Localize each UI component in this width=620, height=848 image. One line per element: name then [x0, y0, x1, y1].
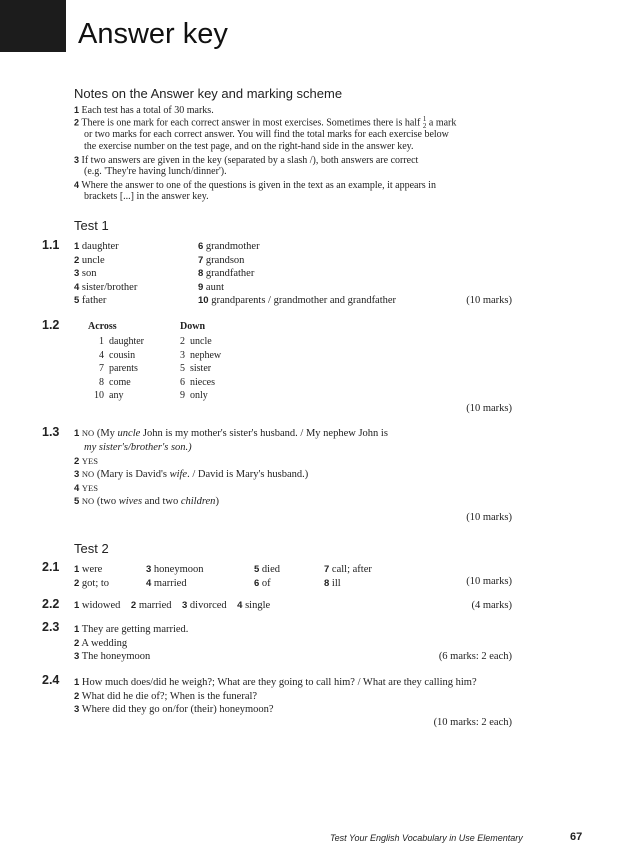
answer-item: 8 ill [324, 577, 341, 589]
section-2-2-marks: (4 marks) [471, 600, 512, 611]
across-heading: Across [88, 321, 117, 332]
crossword-item: 8 come [99, 376, 131, 388]
answer-item: 1 How much does/did he weigh?; What are they going to call him? / What are they calling him? [74, 677, 477, 688]
test-2-heading: Test 2 [74, 541, 109, 556]
section-1-1-left-column [74, 240, 137, 308]
answer-item: 3 Where did they go on/for (their) honeymoon? [74, 704, 274, 715]
answer-item: 7 call; after [324, 564, 372, 575]
down-column [180, 335, 221, 403]
answer-item: 8 grandfather [198, 268, 255, 279]
half-fraction: 1 2 [422, 115, 427, 130]
answer-item: 3 The honeymoon [74, 651, 151, 662]
test-1-heading: Test 1 [74, 218, 109, 233]
note-3-line-2: (e.g. 'They're having lunch/dinner'). [84, 166, 227, 177]
crossword-item: 10 any [94, 390, 124, 401]
section-2-1-marks: (10 marks) [466, 576, 512, 587]
section-2-1-col-2 [146, 563, 204, 590]
across-column [88, 335, 144, 403]
section-1-1-marks: (10 marks) [466, 295, 512, 306]
answer-item: 4 married [146, 577, 187, 589]
note-3-line-1: If two answers are given in the key (separated by a slash /), both answers are correct [81, 155, 419, 166]
section-2-4-marks: (10 marks: 2 each) [433, 717, 512, 728]
answer-item: 2 married [130, 600, 172, 611]
answer-item: 3 son [74, 268, 97, 279]
note-3-number: 3 [74, 155, 80, 165]
answer-item: 4 single [237, 600, 271, 611]
answer-item: 7 grandson [198, 254, 245, 266]
note-2 [74, 116, 456, 130]
answer-item: 1 They are getting married. [74, 624, 189, 635]
section-2-3-marks: (6 marks: 2 each) [438, 651, 512, 662]
answer-item: 1 were [74, 564, 103, 575]
answer-item: 5 father [74, 295, 107, 306]
answer-item: 6 grandmother [198, 241, 260, 252]
corner-block [0, 0, 66, 52]
footer-book-title: Test Your English Vocabulary in Use Elementary [330, 833, 523, 843]
crossword-item: 9 only [180, 390, 208, 401]
note-1-number: 1 [74, 105, 80, 115]
answer-item: 3 divorced [182, 600, 227, 611]
note-4-line-2: brackets [...] in the answer key. [84, 191, 209, 202]
section-2-1-col-4 [324, 563, 372, 590]
answer-item: 4 sister/brother [74, 281, 138, 293]
notes-heading: Notes on the Answer key and marking scheme [74, 86, 343, 101]
page-number: 67 [570, 831, 583, 843]
note-4-number: 4 [74, 180, 80, 190]
crossword-item: 3 nephew [180, 349, 222, 361]
section-1-2-label: 1.2 [42, 318, 60, 332]
note-1-line-1: Each test has a total of 30 marks. [81, 105, 214, 116]
answer-item: 1 daughter [74, 241, 119, 252]
section-1-1-right-column [198, 240, 396, 308]
note-2-line-3: the exercise number on the test page, and on the right-hand side in the answer key. [84, 141, 414, 152]
note-2-line-2: or two marks for each correct answer. You will find the total marks for each exercise below [84, 129, 449, 140]
section-1-3-line-2: 2 YES [74, 456, 98, 467]
section-1-3-line-4: 4 YES [74, 483, 98, 494]
answer-item: 10 grandparents / grandmother and grandfather [198, 295, 397, 306]
down-heading: Down [180, 321, 206, 332]
section-2-1-label: 2.1 [42, 560, 60, 574]
answer-item: 2 got; to [74, 577, 110, 589]
section-2-1-col-3 [254, 563, 280, 590]
section-1-3-line-1-cont: my sister's/brother's son.) [84, 442, 192, 453]
section-1-3-label: 1.3 [42, 425, 60, 439]
note-4-line-1: Where the answer to one of the questions is given in the text as an example, it appears in [81, 180, 436, 191]
section-2-2-label: 2.2 [42, 597, 60, 611]
crossword-item: 7 parents [99, 363, 138, 374]
answer-item: 2 What did he die of?; When is the funeral? [74, 690, 258, 702]
section-1-3-marks: (10 marks) [466, 512, 512, 523]
section-1-3-line-5: 5 NO (two wives and two children) [74, 496, 219, 507]
section-2-3-label: 2.3 [42, 620, 60, 634]
crossword-item: 1 daughter [99, 336, 144, 347]
answer-item: 5 died [254, 564, 280, 575]
answer-item: 2 uncle [74, 254, 105, 266]
crossword-item: 6 nieces [180, 376, 215, 388]
answer-item: 3 honeymoon [146, 564, 204, 575]
crossword-item: 5 sister [180, 363, 212, 374]
section-2-2-answers [74, 600, 270, 611]
page-title: Answer key [78, 18, 228, 50]
section-1-3-line-3: 3 NO (Mary is David's wife. / David is Mary's husband.) [74, 469, 309, 480]
note-2-number: 2 [74, 117, 80, 128]
section-2-4-answers [74, 676, 477, 717]
answer-item: 6 of [254, 577, 271, 589]
answer-item: 9 aunt [198, 281, 224, 293]
answer-item: 1 widowed [74, 600, 121, 611]
crossword-item: 2 uncle [180, 336, 212, 347]
section-2-1-col-1 [74, 563, 109, 590]
section-1-1-label: 1.1 [42, 238, 60, 252]
crossword-item: 4 cousin [99, 349, 136, 361]
note-2-line-1: There is one mark for each correct answer in most exercises. Sometimes there is half [81, 117, 421, 129]
note-2-line-1-tail: a mark [428, 117, 457, 129]
section-1-3-line-1: 1 NO (My uncle John is my mother's sister's husband. / My nephew John is [74, 428, 388, 439]
answer-item: 2 A wedding [74, 637, 128, 649]
section-2-3-answers [74, 623, 188, 664]
section-1-2-marks: (10 marks) [466, 403, 512, 414]
section-2-4-label: 2.4 [42, 673, 60, 687]
